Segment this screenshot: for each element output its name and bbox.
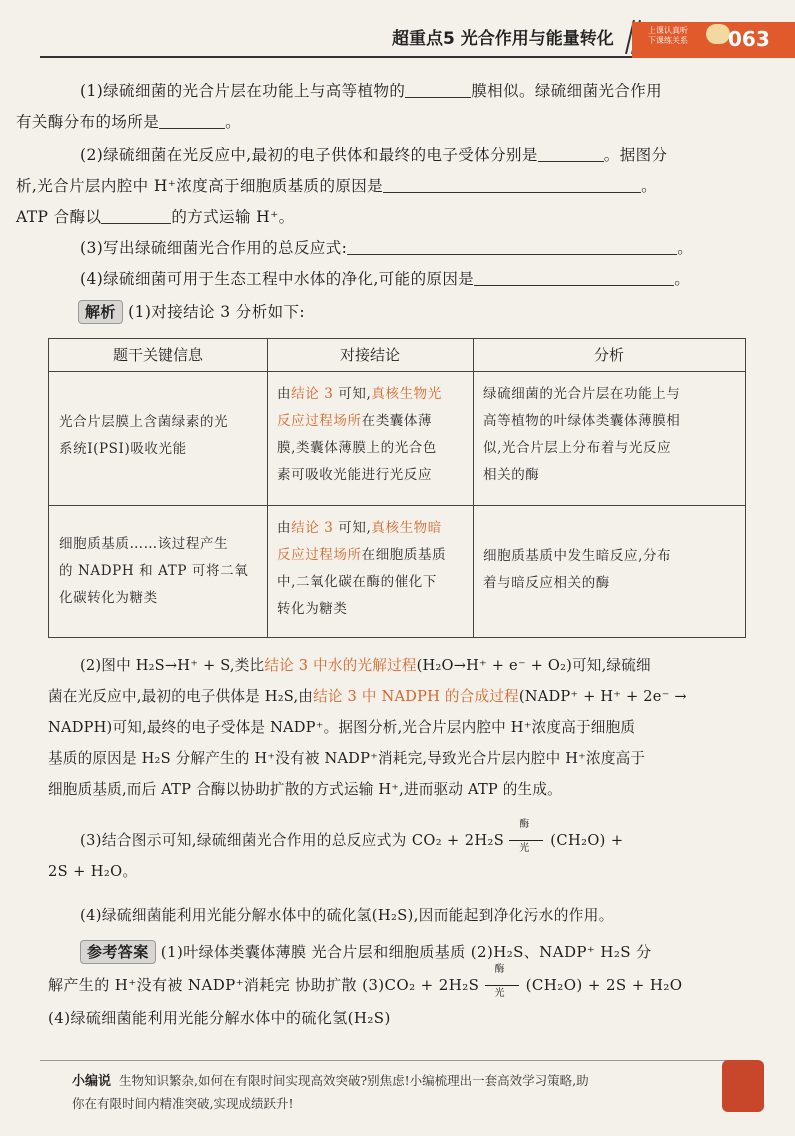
editor-note: 小编说 生物知识繁杂,如何在有限时间实现高效突破?别焦虑!小编梳理出一套高效学习策略,助 你在有限时间内精准突破,实现成绩跃升!	[72, 1073, 589, 1111]
explanation-4: (4)绿硫细菌能利用光能分解水体中的硫化氢(H₂S),因而能起到净化污水的作用。	[80, 907, 614, 924]
analysis-table	[48, 338, 746, 638]
table-header-cell: 题干关键信息	[112, 346, 203, 364]
explanation-2: (2)图中 H₂S→H⁺ + S,类比结论 3 中水的光解过程(H₂O→H⁺ + e⁻ + O₂)可知,绿硫细 菌在光反应中,最初的电子供体是 H₂S,由结论 3 中 NADPH 的合成过程(NADP⁺ + H⁺ + 2e⁻ → NADPH)可知,最终的电子受体是 NADP⁺。据图分析,光合片层内腔中 H⁺浓度高于细胞质 基质的原因是 H₂S 分解产生的 H⁺没有被 NADP⁺消耗完,导致光合片层内腔中 H⁺浓度高于 细胞质基质,而后 ATP 合酶以协助扩散的方式运输 H⁺,进而驱动 ATP 的生成。	[48, 657, 687, 798]
table-cell: 细胞质基质……该过程产生 的 NADPH 和 ATP 可将二氧 化碳转化为糖类	[59, 536, 249, 606]
table-cell: 光合片层膜上含菌绿素的光 系统Ⅰ(PSⅠ)吸收光能	[59, 414, 229, 457]
reaction-arrow: 酶 光	[509, 831, 545, 851]
answer-blank	[405, 79, 471, 98]
page-number: 063	[728, 27, 770, 51]
table-header-row	[49, 339, 745, 372]
analysis-tag: 解析	[78, 300, 123, 324]
chapter-title: 超重点5 光合作用与能量转化	[392, 29, 614, 49]
table-cell: 细胞质基质中发生暗反应,分布 着与暗反应相关的酶	[483, 548, 672, 591]
table-divider	[49, 505, 745, 506]
reference-answer: 参考答案 (1)叶绿体类囊体薄膜 光合片层和细胞质基质 (2)H₂S、NADP⁺ H₂S 分 解产生的 H⁺没有被 NADP⁺消耗完 协助扩散 (3)CO₂ + 2H₂S 酶 光 (CH₂O) + 2S + H₂O (4)绿硫细菌能利用光能分解水体中的硫化氢(H₂S)	[48, 936, 738, 1035]
explanation-3: (3)结合图示可知,绿硫细菌光合作用的总反应式为 CO₂ + 2H₂S 酶 光 (CH₂O) + 2S + H₂O。	[48, 819, 624, 880]
table-cell: 由结论 3 可知,真核生物光 反应过程场所在类囊体薄 膜,类囊体薄膜上的光合色 素可吸收光能进行光反应	[277, 386, 442, 483]
answer-blank	[347, 236, 677, 255]
table-divider	[473, 339, 474, 637]
tab-slogan: 上课认真听 下课练关系	[648, 26, 688, 45]
question-1: (1)绿硫细菌的光合片层在功能上与高等植物的 膜相似。绿硫细菌光合作用 有关酶分布的场所是 。	[48, 76, 738, 138]
answer-tag: 参考答案	[80, 940, 156, 964]
analysis-intro: 解析 (1)对接结论 3 分析如下:	[78, 297, 678, 328]
question-3: (3)写出绿硫细菌光合作用的总反应式: 。	[48, 233, 738, 264]
reaction-arrow: 酶 光	[485, 976, 521, 996]
answer-blank	[101, 205, 171, 224]
answer-blank	[383, 174, 641, 193]
footer-badge-icon	[722, 1060, 764, 1112]
table-header-cell: 分析	[593, 346, 624, 364]
header-rule	[40, 56, 640, 58]
question-2: (2)绿硫细菌在光反应中,最初的电子供体和最终的电子受体分别是 。据图分 析,光合片层内腔中 H⁺浓度高于细胞质基质的原因是 。 ATP 合酶以 的方式运输 H⁺。	[48, 140, 738, 233]
answer-blank	[474, 267, 674, 286]
question-4: (4)绿硫细菌可用于生态工程中水体的净化,可能的原因是 。	[48, 264, 738, 295]
table-divider	[267, 339, 268, 637]
footer-rule	[40, 1060, 740, 1061]
table-cell: 由结论 3 可知,真核生物暗 反应过程场所在细胞质基质 中,二氧化碳在酶的催化下 转化为糖类	[277, 520, 447, 617]
table-header-cell: 对接结论	[339, 346, 400, 364]
mascot-icon	[706, 24, 730, 44]
answer-blank	[159, 110, 225, 129]
answer-blank	[538, 143, 604, 162]
table-cell: 绿硫细菌的光合片层在功能上与 高等植物的叶绿体类囊体薄膜相 似,光合片层上分布着与光反应 相关的酶	[483, 386, 681, 483]
